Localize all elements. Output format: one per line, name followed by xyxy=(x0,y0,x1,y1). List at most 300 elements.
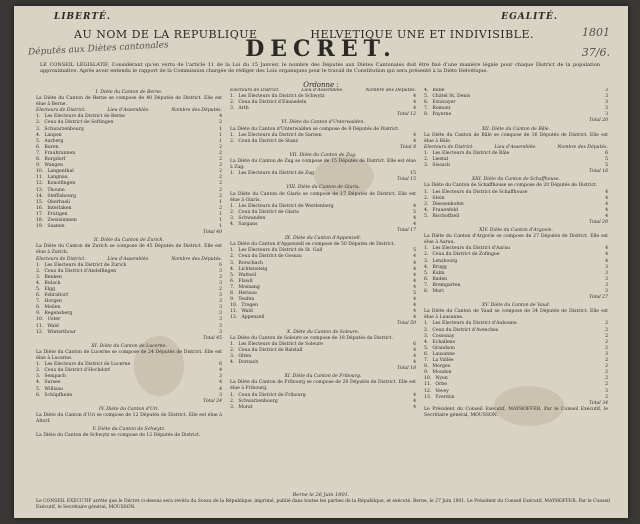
deputy-count: 5 xyxy=(413,291,416,296)
deputy-count: 2 xyxy=(605,327,608,333)
district-name: Les Electeurs du District de Werdenberg xyxy=(238,203,334,209)
deputy-count: 4 xyxy=(413,138,416,144)
row-number: 5. xyxy=(424,213,429,219)
district-name: Steffisbourg xyxy=(47,193,76,199)
district-name: Fraubrunnen xyxy=(44,150,76,156)
district-name: Horgen xyxy=(44,299,62,305)
row-number: 9. xyxy=(36,311,41,317)
table-row xyxy=(36,393,222,399)
deputy-count: 4 xyxy=(413,203,416,209)
district-name: Sissach xyxy=(432,163,450,169)
district-name: Thoune xyxy=(47,187,65,193)
deputy-count: 4 xyxy=(413,266,416,272)
district-name: Winterthour xyxy=(47,329,76,335)
row-number: 3. xyxy=(424,163,429,169)
section-heading: IV. Diète du Canton d'Uri. xyxy=(99,406,159,412)
row-number: 1. xyxy=(230,341,235,347)
total-line: Total 50 xyxy=(397,321,416,327)
district-name: Les Electeurs du District d'Aarau xyxy=(432,246,511,252)
row-number: 4. xyxy=(230,360,235,366)
district-name: Teufen xyxy=(238,297,255,303)
row-number: 4. xyxy=(230,266,235,272)
deputy-count: 5 xyxy=(605,157,608,163)
table-row xyxy=(230,139,416,145)
deputy-count: 3 xyxy=(605,270,608,276)
district-name: Frutigen xyxy=(47,211,68,217)
deputy-count: 2 xyxy=(219,175,222,181)
deputy-count: 3 xyxy=(605,88,608,93)
row-number: 13. xyxy=(36,187,44,193)
row-number: 1. xyxy=(36,262,41,268)
header-line-right: HELVETIQUE UNE ET INDIVISIBLE. xyxy=(310,28,534,41)
header-cell: Electeurs de District. xyxy=(424,144,474,150)
deputy-count: 4 xyxy=(413,215,416,221)
district-name: Muri xyxy=(432,289,444,294)
section-heading: XIV. Diète du Canton d'Argovie. xyxy=(479,228,553,234)
row-number: 1. xyxy=(424,246,429,252)
row-number: 2. xyxy=(424,327,429,333)
deputy-count: 5 xyxy=(413,248,416,254)
row-number: 7. xyxy=(230,284,235,290)
district-name: Nyon xyxy=(435,376,448,382)
section-heading: I. Diète du Canton de Berne. xyxy=(95,90,163,95)
row-number: 4. xyxy=(36,280,41,286)
deputy-count: 4 xyxy=(413,278,416,284)
district-name: Lausanne xyxy=(432,351,455,357)
row-number: 10. xyxy=(424,376,432,382)
district-name: Orbe xyxy=(435,382,447,388)
table-row xyxy=(424,112,608,118)
district-name: Langnau xyxy=(47,175,68,181)
row-number: 10. xyxy=(230,303,238,309)
deputy-count: 3 xyxy=(219,299,222,305)
deputy-count: 4 xyxy=(605,258,608,264)
district-name: Regensberg xyxy=(44,311,73,317)
row-number: 5. xyxy=(36,138,41,144)
row-number: 3. xyxy=(230,106,235,112)
row-number: 16. xyxy=(36,205,44,211)
page-title: DECRET. xyxy=(245,36,397,62)
table-row xyxy=(424,214,608,220)
deputy-count: 4 xyxy=(413,353,416,359)
district-name: Les Electeurs du District de Schwytz xyxy=(238,94,325,100)
deputy-count: 2 xyxy=(219,193,222,199)
motto-left: LIBERTÉ. xyxy=(54,12,112,22)
row-number: 6. xyxy=(36,293,41,299)
row-number: 1. xyxy=(230,132,235,138)
row-number: 6. xyxy=(230,278,235,284)
district-name: Lichtensteig xyxy=(238,266,268,272)
deputy-count: 4 xyxy=(219,386,222,392)
paragraph: La Diète du Canton de Glaris se compose de 17 Députés de District. Elle est élue à Glaris. xyxy=(230,191,416,203)
deputy-count: 4 xyxy=(413,260,416,266)
district-name: Yverdon xyxy=(435,394,455,400)
section-heading: X. Diète du Canton de Soleure. xyxy=(286,329,360,335)
row-number: 1. xyxy=(424,321,429,327)
deputy-count: 2 xyxy=(605,339,608,345)
row-number: 3. xyxy=(36,374,41,380)
row-number: 2. xyxy=(424,195,429,201)
deputy-count: 3 xyxy=(219,392,222,398)
total-line: Total 18 xyxy=(397,366,416,372)
row-number: 7. xyxy=(424,282,429,288)
row-number: 15. xyxy=(36,199,44,205)
deputy-count: 1 xyxy=(219,199,222,205)
district-name: Liestal xyxy=(432,157,449,163)
district-name: Schüpfheim xyxy=(44,392,73,398)
district-name: Vevey xyxy=(435,388,449,394)
deputy-count: 4 xyxy=(605,246,608,252)
row-number: 2. xyxy=(230,254,235,260)
row-number: 2. xyxy=(36,268,41,274)
deputy-count: 2 xyxy=(605,345,608,351)
table-row xyxy=(424,395,608,401)
row-number: 1. xyxy=(230,248,235,254)
deputy-count: 3 xyxy=(219,311,222,317)
total-line: Total 17 xyxy=(397,228,416,234)
deputy-count: 2 xyxy=(219,181,222,187)
row-number: 8. xyxy=(36,157,41,163)
paragraph: La Diète du Canton d'Argovie se compose de 27 Députés de District. Elle est élue à Aarau. xyxy=(424,234,608,246)
paragraph: Le Président du Conseil Exécutif, MAYHOFFER. Par le Conseil Exécutif, le Secrétaire général, MOUSSON. xyxy=(424,406,608,418)
row-number: 11. xyxy=(36,175,44,181)
deputy-count: 6 xyxy=(605,150,608,156)
section-heading: VII. Diète du Canton de Zug. xyxy=(289,152,357,158)
deputy-count: 3 xyxy=(605,112,608,118)
deputy-count: 2 xyxy=(605,321,608,327)
row-number: 4. xyxy=(424,339,429,345)
deputy-count: 2 xyxy=(219,205,222,211)
district-name: Ceux du District d'Avenches xyxy=(432,327,499,333)
deputy-count: 4 xyxy=(413,94,416,100)
row-number: 2. xyxy=(36,368,41,374)
decree-date: Berne le 26 Juin 1801. xyxy=(292,492,350,498)
row-number: 4. xyxy=(36,380,41,386)
district-name: Ceux du District d'Andelfingen xyxy=(44,268,117,274)
row-number: 10. xyxy=(36,317,44,323)
district-name: Interlaken xyxy=(47,205,72,211)
deputy-count: 2 xyxy=(605,364,608,370)
table-row xyxy=(230,360,416,366)
district-name: Bulle xyxy=(432,88,445,93)
district-name: Romont xyxy=(432,106,451,112)
row-number: 3. xyxy=(230,353,235,359)
district-name: Elgg xyxy=(44,287,56,292)
header-cell: Lieu d'Assemblée. xyxy=(107,108,150,114)
paragraph: La Diète du Canton de Soleure se compose de 18 Députés de District. xyxy=(230,335,393,341)
document-sheet xyxy=(14,6,628,518)
deputy-count: 3 xyxy=(605,388,608,394)
district-name: Buren xyxy=(44,144,59,150)
district-name: Trogen xyxy=(241,303,258,309)
header-cell: Electeurs de District. xyxy=(36,256,86,262)
row-number: 3. xyxy=(230,404,235,410)
row-number: 1. xyxy=(230,94,235,100)
paragraph: La Diète du Canton de Fribourg se compose de 20 Députés de District. Elle est élue à Fribourg. xyxy=(230,380,416,392)
row-number: 12. xyxy=(424,388,432,394)
district-name: Ceux du District d'Hochdorf xyxy=(44,368,111,374)
deputy-count: 4 xyxy=(413,106,416,112)
section-heading: III. Diète du Canton de Lucerne. xyxy=(91,343,167,349)
deputy-count: 2 xyxy=(219,287,222,292)
deputy-count: 2 xyxy=(219,187,222,193)
row-number: 7. xyxy=(424,358,429,364)
deputy-count: 5 xyxy=(605,163,608,169)
district-name: Lenzbourg xyxy=(432,258,458,264)
district-name: Mosnang xyxy=(238,284,260,290)
section-heading: VIII. Diète du Canton de Glaris. xyxy=(286,185,360,191)
section-heading: XII. Diète du Canton de Bâle. xyxy=(481,126,551,132)
district-name: Ceux du District de Seftingen xyxy=(44,120,114,126)
row-number: 6. xyxy=(36,392,41,398)
district-name: Les Electeurs du District de Zug xyxy=(238,171,315,177)
district-name: Stein xyxy=(432,195,445,201)
paragraph: La Diète du Canton de Vaud se compose de 34 Députés de District. Elle est élue à Lausanne. xyxy=(424,309,608,321)
handwritten-number: 1801 xyxy=(582,26,610,39)
district-name: Rorschach xyxy=(238,260,263,266)
deputy-count: 1 xyxy=(219,138,222,144)
deputy-count: 3 xyxy=(605,289,608,294)
district-name: Schwarzenbourg xyxy=(44,126,84,132)
paragraph: La Diète du Canton de Lucerne se compose de 24 Députés de District. Elle est élue à Lucerne. xyxy=(36,349,222,362)
motto-right: EGALITÉ. xyxy=(501,12,558,22)
row-number: 1. xyxy=(424,150,429,156)
deputy-count: 4 xyxy=(413,404,416,410)
row-number: 1. xyxy=(230,392,235,398)
header-cell: Lieu d'Assemblée. xyxy=(494,144,537,150)
district-name: Bremgarten xyxy=(432,282,461,288)
deputy-count: 5 xyxy=(413,209,416,215)
paragraph: La Diète du Canton d'Appenzell se compose de 50 Députés de District. xyxy=(230,242,395,248)
row-number: 1. xyxy=(230,203,235,209)
deputy-count: 3 xyxy=(605,106,608,112)
district-name: Frauenfeld xyxy=(432,207,458,213)
row-number: 2. xyxy=(36,120,41,126)
deputy-count: 15 xyxy=(410,171,416,177)
district-name: Benken xyxy=(44,274,62,280)
table-row xyxy=(36,224,222,230)
deputy-count: 1 xyxy=(219,132,222,138)
deputy-count: 4 xyxy=(413,315,416,321)
total-line: Total 45 xyxy=(203,335,222,341)
deputy-count: 4 xyxy=(413,100,416,106)
district-name: Estavayer xyxy=(432,100,456,106)
district-name: Diessenhofen xyxy=(432,201,464,207)
deputy-count: 4 xyxy=(413,309,416,315)
deputy-count: 2 xyxy=(605,376,608,382)
deputy-count: 3 xyxy=(219,280,222,286)
row-number: 19. xyxy=(36,224,44,230)
row-number: 2. xyxy=(230,100,235,106)
district-name: Payerne xyxy=(432,112,452,118)
deputy-count: 4 xyxy=(413,398,416,404)
district-name: Les Electeurs du District de St. Gall xyxy=(238,248,323,254)
row-number: 12. xyxy=(36,329,44,335)
district-name: Saanen xyxy=(47,224,65,230)
text-column-2 xyxy=(230,88,416,496)
deputy-count: 4 xyxy=(413,132,416,138)
district-name: Schwanden xyxy=(238,215,266,221)
paragraph: La Diète du Canton de Bâle se compose de 16 Députés de District. Elle est élue à Bâle. xyxy=(424,132,608,144)
district-name: Moudon xyxy=(432,370,452,376)
district-name: Baden xyxy=(432,276,448,282)
row-number: 2. xyxy=(424,157,429,163)
row-number: 7. xyxy=(36,150,41,156)
total-line: Total 27 xyxy=(589,295,608,301)
table-row xyxy=(230,405,416,411)
deputy-count: 4 xyxy=(219,368,222,374)
deputy-count: 4 xyxy=(413,303,416,309)
district-name: Zweisimmen xyxy=(47,217,77,223)
table-row xyxy=(230,106,416,112)
paragraph: La Diète du Canton de Zurich se compose de 45 Députés de District. Elle est élue à Zurich. xyxy=(36,244,222,256)
row-number: 12. xyxy=(230,315,238,321)
row-number: 2. xyxy=(424,252,429,258)
table-row xyxy=(424,163,608,169)
deputy-count: 6 xyxy=(219,362,222,368)
deputy-count: 4 xyxy=(605,213,608,219)
row-number: 6. xyxy=(424,351,429,357)
district-name: Langenthal xyxy=(47,169,74,175)
header-cell: Nombre des Députés. xyxy=(365,88,416,93)
row-number: 8. xyxy=(36,305,41,311)
deputy-count: 6 xyxy=(219,262,222,268)
district-name: Burgdorf xyxy=(44,157,66,163)
table-row xyxy=(230,222,416,228)
deputy-count: 2 xyxy=(219,150,222,156)
deputy-count: 2 xyxy=(219,144,222,150)
section-heading: VI. Diète du Canton d'Unterwalden. xyxy=(281,120,365,126)
deputy-count: 4 xyxy=(605,201,608,207)
deputy-count: 3 xyxy=(605,282,608,288)
district-name: Wald xyxy=(241,309,253,315)
deputy-count: 4 xyxy=(605,207,608,213)
deputy-count: 4 xyxy=(413,284,416,290)
handwritten-reference: 37/6. xyxy=(581,46,610,59)
deputy-count: 2 xyxy=(219,157,222,163)
row-number: 2. xyxy=(230,347,235,353)
row-number: 4. xyxy=(230,221,235,227)
deputy-count: 2 xyxy=(605,358,608,364)
deputy-count: 3 xyxy=(219,323,222,329)
district-name: Meilen xyxy=(44,305,61,311)
row-number: 3. xyxy=(424,201,429,207)
total-line: Total 12 xyxy=(397,112,416,118)
district-name: Ceux du District de Gossau xyxy=(238,254,302,260)
row-number: 3. xyxy=(230,260,235,266)
table-row xyxy=(424,289,608,295)
district-name: Schwarzenbourg xyxy=(238,398,278,404)
district-name: Herisau xyxy=(238,291,257,296)
district-name: Willisau xyxy=(44,386,63,392)
district-name: Les Electeurs du District de Berne xyxy=(44,114,125,120)
district-name: Laupen xyxy=(44,132,62,138)
total-line: Total 16 xyxy=(589,169,608,175)
district-name: Brugg xyxy=(432,264,447,270)
section-heading: V. Diète du Canton de Schwytz. xyxy=(92,427,166,433)
deputy-count: 4 xyxy=(605,252,608,258)
district-name: Châtel St. Denis xyxy=(432,94,471,100)
row-number: 7. xyxy=(424,106,429,112)
district-name: Les Electeurs du District de Sarnen xyxy=(238,132,322,138)
header-cell: Nombre des Députés. xyxy=(171,108,222,114)
district-name: Bulach xyxy=(44,280,61,286)
total-line: Total 8 xyxy=(400,144,416,150)
row-number: 1. xyxy=(230,171,235,177)
district-name: Ceux du District d'Einsiedeln xyxy=(238,100,307,106)
row-number: 5. xyxy=(424,270,429,276)
deputy-count: 3 xyxy=(219,374,222,380)
row-number: 11. xyxy=(230,309,238,315)
row-number: 5. xyxy=(36,287,41,292)
table-row xyxy=(36,330,222,336)
deputy-count: 3 xyxy=(605,94,608,100)
row-number: 18. xyxy=(36,217,44,223)
section-heading: XI. Diète du Canton de Fribourg. xyxy=(284,374,362,380)
deputy-count: 2 xyxy=(219,274,222,280)
row-number: 2. xyxy=(230,398,235,404)
row-number: 5. xyxy=(424,345,429,351)
deputy-count: 3 xyxy=(605,351,608,357)
deputy-count: 2 xyxy=(605,394,608,400)
total-line: Total 20 xyxy=(589,219,608,225)
total-line: Total 34 xyxy=(589,400,608,406)
deputy-count: 3 xyxy=(605,264,608,270)
deputy-count: 6 xyxy=(413,341,416,347)
district-name: Les Electeurs du District d'Aubonne xyxy=(432,321,517,327)
text-column-1 xyxy=(36,88,222,496)
district-name: Flawil xyxy=(238,278,253,284)
header-cell: Nombre des Députés. xyxy=(557,144,608,150)
district-name: Les Electeurs du District de Soleure xyxy=(238,341,323,347)
section-heading: IX. Diète du Canton d'Appenzell. xyxy=(284,236,362,242)
district-name: Grandson xyxy=(432,345,455,351)
deputy-count: 4 xyxy=(413,272,416,278)
section-heading: XV. Diète du Canton de Vaud. xyxy=(481,303,551,309)
deputy-count: 4 xyxy=(413,254,416,260)
table-row xyxy=(230,315,416,321)
district-name: Ceux du District de Fribourg xyxy=(238,392,306,398)
district-name: Cossonay xyxy=(432,333,455,339)
district-name: Morat xyxy=(238,404,253,410)
row-number: 3. xyxy=(424,333,429,339)
district-name: Kulm xyxy=(432,270,445,276)
footer-text: Le CONSEIL EXÉCUTIF arrête que le Décret ci-dessus sera revêtu du Sceau de la République, imprimé, publié dans toutes les parties de la République, et exécuté. Berne, le 27 Juin 1801. Le Président du Conseil Exécutif, MAYHOFFER. Par le Conseil Exécutif, le Secrétaire général, MOUSSON. xyxy=(36,499,610,510)
deputy-count: 4 xyxy=(605,195,608,201)
deputy-count: 3 xyxy=(219,293,222,299)
header-cell: Nombre des Députés. xyxy=(171,256,222,262)
header-cell: Lieu d'Assemblée. xyxy=(301,88,344,93)
row-number: 3. xyxy=(36,126,41,132)
deputy-count: 3 xyxy=(219,317,222,323)
paragraph: La Diète du Canton de Zug se compose de 15 Députés de District. Elle est élue à Zug. xyxy=(230,159,416,171)
deputy-count: 4 xyxy=(413,347,416,353)
row-number: 8. xyxy=(424,112,429,118)
row-number: 14. xyxy=(36,193,44,199)
district-name: Wattwil xyxy=(238,272,257,278)
row-number: 4. xyxy=(424,88,429,93)
handwritten-note: Députés aux Diètes cantonales xyxy=(27,40,169,58)
row-number: 1. xyxy=(424,189,429,195)
district-name: Fehraltorf xyxy=(44,293,68,299)
district-name: Konolfingen xyxy=(47,181,76,187)
row-number: 7. xyxy=(36,299,41,305)
deputy-count: 2 xyxy=(219,169,222,175)
total-line: Total 20 xyxy=(589,118,608,124)
row-number: 4. xyxy=(36,132,41,138)
deputy-count: 3 xyxy=(605,276,608,282)
deputy-count: 1 xyxy=(219,126,222,132)
